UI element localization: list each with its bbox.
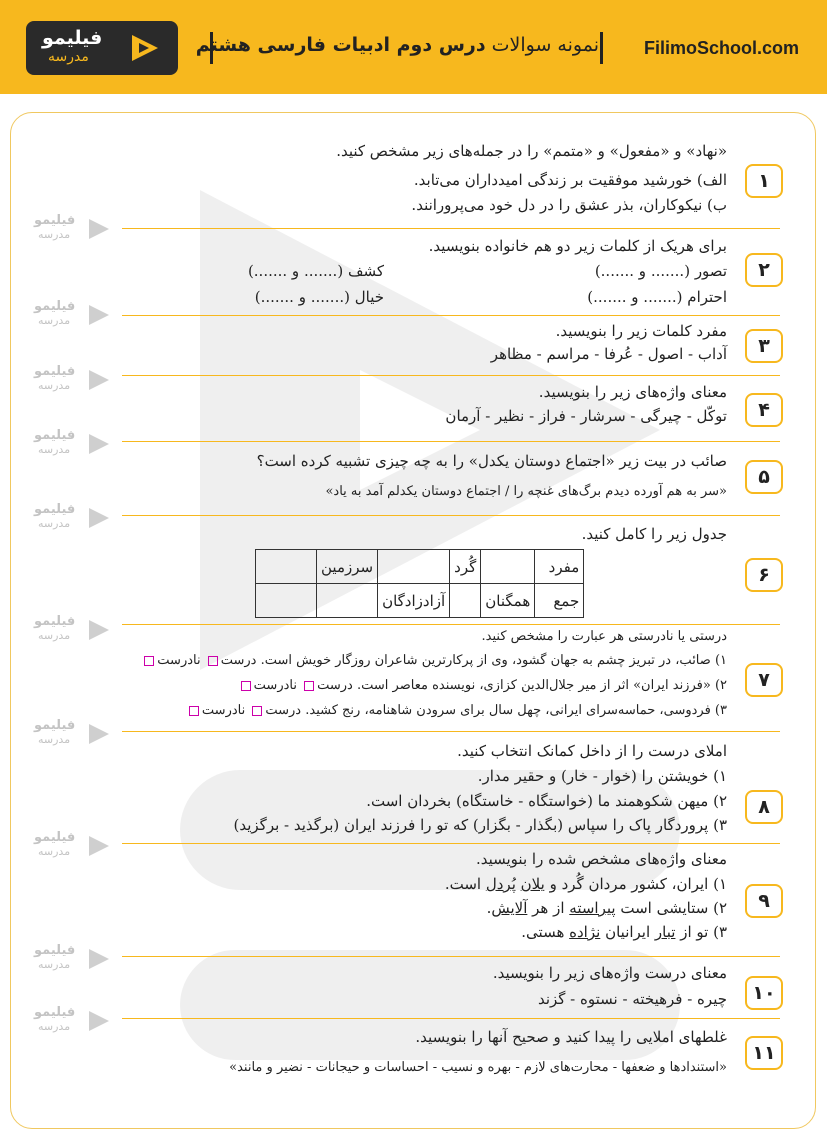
side-watermark: فیلیمو مدرسه: [30, 1005, 112, 1037]
side-watermark: فیلیمو مدرسه: [30, 718, 112, 750]
side-watermark: فیلیمو مدرسه: [30, 428, 112, 460]
q9-item-2: ۲) ستایشی است پیراسته از هر آلایش.: [486, 899, 727, 917]
watermark-play-icon: [86, 302, 112, 328]
question-separator: [122, 375, 780, 376]
q4-words: توکّل - چیرگی - سرشار - فراز - نظیر - آرمان: [445, 407, 727, 425]
question-number-3: ۳: [745, 329, 783, 363]
checkbox[interactable]: [252, 706, 262, 716]
table-cell[interactable]: [317, 584, 378, 618]
question-number-2: ۲: [745, 253, 783, 287]
underlined-word: پُردل: [485, 875, 516, 893]
question-number-9: ۹: [745, 884, 783, 918]
table-cell: همگنان: [481, 584, 535, 618]
checkbox[interactable]: [241, 681, 251, 691]
question-separator: [122, 731, 780, 732]
table-cell: آزادزادگان: [378, 584, 450, 618]
q1-prompt: «نهاد» و «مفعول» و «متمم» را در جمله‌های زیر مشخص کنید.: [336, 142, 727, 160]
q3-words: آداب - اصول - عُرفا - مراسم - مظاهر: [490, 345, 727, 363]
question-number-8: ۸: [745, 790, 783, 824]
checkbox[interactable]: [208, 656, 218, 666]
q8-item-2: ۲) میهن شکوهمند ما (خواستگاه - خاستگاه) بخردان است.: [366, 792, 727, 810]
side-watermark: فیلیمو مدرسه: [30, 830, 112, 862]
table-cell: سرزمین: [317, 550, 378, 584]
underlined-word: آلایش: [491, 899, 528, 917]
false-option[interactable]: نادرست: [186, 703, 245, 718]
watermark-play-icon: [86, 216, 112, 242]
table-row: [256, 550, 584, 584]
watermark-play-icon: [86, 721, 112, 747]
watermark-play-icon: [86, 431, 112, 457]
table-cell[interactable]: [450, 584, 481, 618]
table-cell[interactable]: [256, 584, 317, 618]
watermark-play-icon: [86, 946, 112, 972]
q11-words: «استندادها و ضعفها - محارت‌های لازم - بهره و نسیب - احساسات و حیجانات - نضیر و مانند»: [229, 1060, 727, 1075]
page-header: [0, 0, 827, 94]
question-separator: [122, 515, 780, 516]
watermark-play-icon: [86, 1008, 112, 1034]
q11-prompt: غلطهای املایی را پیدا کنید و صحیح آنها را بنویسید.: [415, 1028, 727, 1046]
question-separator: [122, 228, 780, 229]
underlined-word: یلان: [520, 875, 545, 893]
q2-item: احترام (....... و .......): [587, 288, 727, 306]
question-number-11: ۱۱: [745, 1036, 783, 1070]
side-watermark: فیلیمو مدرسه: [30, 502, 112, 534]
question-separator: [122, 1018, 780, 1019]
table-cell: مفرد: [535, 550, 584, 584]
site-url: FilimoSchool.com: [643, 38, 799, 58]
side-watermark: فیلیمو مدرسه: [30, 299, 112, 331]
q10-prompt: معنای درست واژه‌های زیر را بنویسید.: [492, 964, 727, 982]
question-separator: [122, 441, 780, 442]
question-number-7: ۷: [745, 663, 783, 697]
table-cell[interactable]: [256, 550, 317, 584]
play-pencil-icon: [128, 31, 162, 65]
q7-prompt: درستی یا نادرستی هر عبارت را مشخص کنید.: [481, 629, 727, 644]
q7-statement-3: ۳) فردوسی، حماسه‌سرای ایرانی، چهل سال برای سرودن شاهنامه، رنج کشید. درست نادرست: [186, 703, 727, 718]
q5-prompt: صائب در بیت زیر «اجتماع دوستان یکدل» را به چه چیزی تشبیه کرده است؟: [256, 452, 727, 470]
watermark-play-icon: [86, 367, 112, 393]
question-separator: [122, 624, 780, 625]
q6-prompt: جدول زیر را کامل کنید.: [581, 525, 727, 543]
question-separator: [122, 315, 780, 316]
checkbox[interactable]: [304, 681, 314, 691]
table-cell[interactable]: [481, 550, 535, 584]
q8-prompt: املای درست را از داخل کمانک انتخاب کنید.: [457, 742, 727, 760]
logo-text: فیلیمو: [42, 27, 103, 49]
q9-item-3: ۳) تو از تبار ایرانیان نژاده هستی.: [521, 923, 727, 941]
side-watermark: فیلیمو مدرسه: [30, 943, 112, 975]
question-number-1: ۱: [745, 164, 783, 198]
checkbox[interactable]: [144, 656, 154, 666]
logo-subtext: مدرسه: [48, 49, 89, 65]
question-number-4: ۴: [745, 393, 783, 427]
question-number-6: ۶: [745, 558, 783, 592]
q8-item-1: ۱) خویشتن را (خوار - خار) و حقیر مدار.: [477, 767, 727, 785]
true-option[interactable]: درست: [301, 678, 353, 693]
q8-item-3: ۳) پروردگار پاک را سپاس (بگذار - بگزار) که تو را فرزند ایران (برگذید - برگزید): [233, 816, 727, 834]
watermark-play-icon: [86, 617, 112, 643]
q2-item: کشف (....... و .......): [247, 262, 384, 280]
side-watermark: فیلیمو مدرسه: [30, 213, 112, 245]
q2-item: تصور (....... و .......): [594, 262, 727, 280]
q5-verse: «سر به هم آورده دیدم برگ‌های غنچه را / اجتماع دوستان یکدلم آمد به یاد»: [325, 484, 727, 499]
q6-table: [255, 549, 584, 618]
watermark-play-icon: [86, 833, 112, 859]
underlined-word: پیراسته: [569, 899, 616, 917]
false-option[interactable]: نادرست: [141, 653, 200, 668]
question-number-10: ۱۰: [745, 976, 783, 1010]
q9-item-1: ۱) ایران، کشور مردان گُرد و یلان پُردل است.: [444, 875, 727, 893]
underlined-word: تبار: [654, 923, 676, 941]
filimo-school-logo: [26, 21, 178, 75]
question-separator: [122, 956, 780, 957]
q3-prompt: مفرد کلمات زیر را بنویسید.: [555, 322, 727, 340]
checkbox[interactable]: [189, 706, 199, 716]
watermark-play-icon: [86, 505, 112, 531]
true-option[interactable]: درست: [249, 703, 301, 718]
table-cell: گُرد: [450, 550, 481, 584]
q2-prompt: برای هریک از کلمات زیر دو هم خانواده بنویسید.: [428, 237, 727, 255]
side-watermark: فیلیمو مدرسه: [30, 364, 112, 396]
q9-prompt: معنای واژه‌های مشخص شده را بنویسید.: [475, 850, 727, 868]
title-divider-right: [600, 32, 603, 64]
q1-item-a: الف) خورشید موفقیت بر زندگی امیدداران می‌تابد.: [413, 171, 727, 189]
table-cell: جمع: [535, 584, 584, 618]
question-number-5: ۵: [745, 460, 783, 494]
question-separator: [122, 843, 780, 844]
q2-item: خیال (....... و .......): [254, 288, 384, 306]
page-title: نمونه سوالات درس دوم ادبیات فارسی هشتم: [195, 34, 599, 56]
q10-words: چیره - فرهیخته - نستوه - گزند: [537, 990, 727, 1008]
q7-statement-1: ۱) صائب، در تبریز چشم به جهان گشود، وی از پرکارترین شاعران روزگار خویش است. درست نادرست: [141, 653, 727, 668]
q1-item-b: ب) نیکوکاران، بذر عشق را در دل خود می‌پرورانند.: [411, 196, 727, 214]
table-row: [256, 584, 584, 618]
underlined-word: نژاده: [569, 923, 601, 941]
side-watermark: فیلیمو مدرسه: [30, 614, 112, 646]
table-cell[interactable]: [378, 550, 450, 584]
false-option[interactable]: نادرست: [238, 678, 297, 693]
q4-prompt: معنای واژه‌های زیر را بنویسید.: [538, 383, 727, 401]
q7-statement-2: ۲) «فرزند ایران» اثر از میر جلال‌الدین کزازی، نویسنده معاصر است. درست نادرست: [238, 678, 727, 693]
true-option[interactable]: درست: [205, 653, 257, 668]
